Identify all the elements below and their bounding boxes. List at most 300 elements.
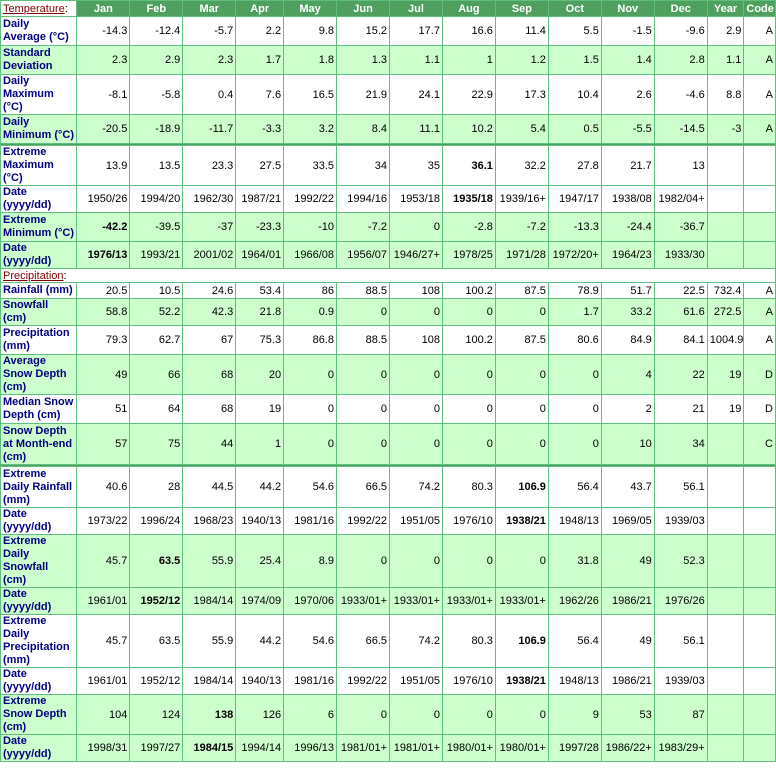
value-cell: 68 — [183, 355, 235, 394]
value-cell: 106.9 — [496, 615, 548, 667]
value-cell: 79.3 — [77, 326, 129, 354]
precipitation-heading-row — [1, 269, 775, 282]
value-cell: 61.6 — [655, 299, 707, 325]
value-cell: 20 — [236, 355, 283, 394]
value-cell: 1961/01 — [77, 588, 129, 614]
row-label: Extreme Minimum (°C) — [1, 213, 76, 241]
code-cell: C — [744, 424, 775, 464]
code-cell: A — [744, 75, 775, 114]
col-header-year: Year — [708, 1, 744, 16]
value-cell: 0 — [443, 424, 495, 464]
value-cell: 1983/29+ — [655, 735, 707, 761]
value-cell: 1950/26 — [77, 186, 129, 212]
value-cell: 1966/08 — [284, 242, 336, 268]
value-cell: 1981/16 — [284, 508, 336, 534]
value-cell: 1.3 — [337, 46, 389, 74]
value-cell: 1933/01+ — [390, 588, 442, 614]
value-cell: 51.7 — [602, 283, 654, 298]
value-cell: 0 — [443, 695, 495, 734]
value-cell: 49 — [602, 535, 654, 587]
value-cell: 1998/31 — [77, 735, 129, 761]
value-cell: 53 — [602, 695, 654, 734]
year-cell — [708, 535, 744, 587]
value-cell: 0 — [337, 695, 389, 734]
row-label: Date (yyyy/dd) — [1, 588, 76, 614]
value-cell: 1939/03 — [655, 508, 707, 534]
value-cell: 51 — [77, 395, 129, 423]
col-header-jul: Jul — [390, 1, 442, 16]
value-cell: 0 — [337, 424, 389, 464]
value-cell: 0 — [496, 424, 548, 464]
row-label: Extreme Daily Rainfall (mm) — [1, 467, 76, 507]
value-cell: 0 — [284, 424, 336, 464]
precipitation-row — [1, 283, 775, 298]
year-cell: 19 — [708, 395, 744, 423]
value-cell: 21.8 — [236, 299, 283, 325]
col-header-aug: Aug — [443, 1, 495, 16]
value-cell: -5.7 — [183, 17, 235, 45]
row-label: Rainfall (mm) — [1, 283, 76, 298]
value-cell: 74.2 — [390, 615, 442, 667]
value-cell: 34 — [337, 146, 389, 185]
col-header-may: May — [284, 1, 336, 16]
value-cell: 1987/21 — [236, 186, 283, 212]
row-label: Precipitation (mm) — [1, 326, 76, 354]
precipitation-section-label: Precipitation — [3, 269, 64, 282]
precipitation-row — [1, 467, 775, 507]
value-cell: 0 — [390, 355, 442, 394]
value-cell: 1996/24 — [130, 508, 182, 534]
value-cell: 1994/20 — [130, 186, 182, 212]
value-cell: 64 — [130, 395, 182, 423]
value-cell: 62.7 — [130, 326, 182, 354]
value-cell: 1.8 — [284, 46, 336, 74]
row-label: Snow Depth at Month-end (cm) — [1, 424, 76, 464]
precipitation-row — [1, 326, 775, 354]
value-cell: 44 — [183, 424, 235, 464]
value-cell: 84.9 — [602, 326, 654, 354]
value-cell: 104 — [77, 695, 129, 734]
value-cell: -4.6 — [655, 75, 707, 114]
precipitation-row — [1, 395, 775, 423]
year-cell: 8.8 — [708, 75, 744, 114]
value-cell: 44.2 — [236, 467, 283, 507]
value-cell: 22.5 — [655, 283, 707, 298]
value-cell: 53.4 — [236, 283, 283, 298]
value-cell: 11.1 — [390, 115, 442, 143]
year-cell — [708, 615, 744, 667]
value-cell: 63.5 — [130, 615, 182, 667]
row-label: Date (yyyy/dd) — [1, 242, 76, 268]
value-cell: 1970/06 — [284, 588, 336, 614]
col-header-apr: Apr — [236, 1, 283, 16]
value-cell: -2.8 — [443, 213, 495, 241]
value-cell: 66.5 — [337, 467, 389, 507]
precipitation-row — [1, 424, 775, 464]
value-cell: 21.9 — [337, 75, 389, 114]
value-cell: 80.3 — [443, 467, 495, 507]
temperature-row — [1, 146, 775, 185]
value-cell: 13.9 — [77, 146, 129, 185]
col-header-dec: Dec — [655, 1, 707, 16]
value-cell: -36.7 — [655, 213, 707, 241]
code-cell — [744, 508, 775, 534]
value-cell: 100.2 — [443, 326, 495, 354]
col-header-code: Code — [746, 2, 774, 15]
row-label: Average Snow Depth (cm) — [1, 355, 76, 394]
value-cell: 1933/01+ — [337, 588, 389, 614]
row-label: Date (yyyy/dd) — [1, 668, 76, 694]
value-cell: 21 — [655, 395, 707, 423]
row-label: Standard Deviation — [1, 46, 76, 74]
value-cell: 1 — [236, 424, 283, 464]
value-cell: 87.5 — [496, 326, 548, 354]
value-cell: 22 — [655, 355, 707, 394]
value-cell: -23.3 — [236, 213, 283, 241]
value-cell: 56.1 — [655, 615, 707, 667]
value-cell: 1952/12 — [130, 668, 182, 694]
value-cell: 0 — [390, 535, 442, 587]
value-cell: 1933/01+ — [443, 588, 495, 614]
year-cell — [708, 668, 744, 694]
code-cell — [744, 535, 775, 587]
value-cell: 2001/02 — [183, 242, 235, 268]
value-cell: 1951/05 — [390, 668, 442, 694]
temperature-row — [1, 46, 775, 74]
year-cell — [708, 735, 744, 761]
value-cell: 74.2 — [390, 467, 442, 507]
code-cell — [744, 735, 775, 761]
value-cell: 1938/21 — [496, 668, 548, 694]
value-cell: 1962/26 — [549, 588, 601, 614]
value-cell: 1951/05 — [390, 508, 442, 534]
year-cell: 272.5 — [708, 299, 744, 325]
value-cell: 66.5 — [337, 615, 389, 667]
value-cell: 1956/07 — [337, 242, 389, 268]
value-cell: 0.9 — [284, 299, 336, 325]
value-cell: -39.5 — [130, 213, 182, 241]
value-cell: 1940/13 — [236, 508, 283, 534]
year-cell: 1.1 — [708, 46, 744, 74]
value-cell: -20.5 — [77, 115, 129, 143]
value-cell: 0 — [390, 395, 442, 423]
value-cell: 2 — [602, 395, 654, 423]
value-cell: 1.5 — [549, 46, 601, 74]
precipitation-section — [1, 283, 775, 761]
code-cell: A — [744, 17, 775, 45]
value-cell: 1.7 — [549, 299, 601, 325]
code-cell — [744, 588, 775, 614]
value-cell: 84.1 — [655, 326, 707, 354]
value-cell: 33.5 — [284, 146, 336, 185]
value-cell: 9.8 — [284, 17, 336, 45]
code-cell: A — [744, 46, 775, 74]
precipitation-row — [1, 355, 775, 394]
value-cell: -14.5 — [655, 115, 707, 143]
code-cell: A — [744, 115, 775, 143]
temperature-row — [1, 186, 775, 212]
value-cell: 2.8 — [655, 46, 707, 74]
value-cell: 67 — [183, 326, 235, 354]
value-cell: 100.2 — [443, 283, 495, 298]
value-cell: 0 — [549, 395, 601, 423]
value-cell: 88.5 — [337, 326, 389, 354]
year-cell: 1004.9 — [708, 326, 744, 354]
value-cell: 49 — [602, 615, 654, 667]
value-cell: 0 — [284, 395, 336, 423]
col-header-jun: Jun — [337, 1, 389, 16]
value-cell: 1953/18 — [390, 186, 442, 212]
precipitation-row — [1, 735, 775, 761]
temperature-row — [1, 242, 775, 268]
precipitation-row — [1, 588, 775, 614]
value-cell: 1971/28 — [496, 242, 548, 268]
value-cell: 44.5 — [183, 467, 235, 507]
value-cell: 1933/01+ — [496, 588, 548, 614]
value-cell: 17.3 — [496, 75, 548, 114]
code-cell — [744, 695, 775, 734]
value-cell: 2.9 — [130, 46, 182, 74]
value-cell: 1976/26 — [655, 588, 707, 614]
value-cell: 45.7 — [77, 615, 129, 667]
precipitation-row — [1, 508, 775, 534]
year-cell — [708, 588, 744, 614]
row-label: Extreme Maximum (°C) — [1, 146, 76, 185]
code-cell — [744, 615, 775, 667]
year-cell — [708, 467, 744, 507]
value-cell: 1997/28 — [549, 735, 601, 761]
heading-colon: : — [63, 269, 67, 282]
code-cell — [744, 242, 775, 268]
value-cell: 52.2 — [130, 299, 182, 325]
value-cell: 1964/23 — [602, 242, 654, 268]
year-cell — [708, 186, 744, 212]
value-cell: 2.3 — [77, 46, 129, 74]
value-cell: 1961/01 — [77, 668, 129, 694]
value-cell: 0 — [337, 299, 389, 325]
value-cell: 0 — [496, 535, 548, 587]
value-cell: 0 — [443, 355, 495, 394]
value-cell: 1969/05 — [602, 508, 654, 534]
value-cell: 1984/14 — [183, 668, 235, 694]
value-cell: 33.2 — [602, 299, 654, 325]
temperature-section — [1, 17, 775, 268]
separator-cell — [1, 144, 775, 145]
value-cell: 0 — [390, 424, 442, 464]
value-cell: 1986/21 — [602, 668, 654, 694]
value-cell: 27.5 — [236, 146, 283, 185]
value-cell: 68 — [183, 395, 235, 423]
code-cell: D — [744, 355, 775, 394]
value-cell: 34 — [655, 424, 707, 464]
value-cell: 86 — [284, 283, 336, 298]
value-cell: 54.6 — [284, 467, 336, 507]
row-label: Daily Average (°C) — [1, 17, 76, 45]
code-cell: A — [744, 283, 775, 298]
value-cell: 0 — [496, 299, 548, 325]
value-cell: 56.1 — [655, 467, 707, 507]
value-cell: -1.5 — [602, 17, 654, 45]
value-cell: 1994/16 — [337, 186, 389, 212]
value-cell: 86.8 — [284, 326, 336, 354]
value-cell: 1946/27+ — [390, 242, 442, 268]
value-cell: 0 — [390, 695, 442, 734]
value-cell: 1993/21 — [130, 242, 182, 268]
row-label: Date (yyyy/dd) — [1, 508, 76, 534]
value-cell: 45.7 — [77, 535, 129, 587]
temperature-row — [1, 17, 775, 45]
value-cell: 108 — [390, 283, 442, 298]
temperature-row — [1, 75, 775, 114]
row-label: Median Snow Depth (cm) — [1, 395, 76, 423]
value-cell: 32.2 — [496, 146, 548, 185]
temperature-section-label: Temperature — [3, 2, 65, 15]
value-cell: 78.9 — [549, 283, 601, 298]
value-cell: 63.5 — [130, 535, 182, 587]
row-label: Extreme Daily Precipitation (mm) — [1, 615, 76, 667]
value-cell: 54.6 — [284, 615, 336, 667]
value-cell: 1938/08 — [602, 186, 654, 212]
value-cell: 35 — [390, 146, 442, 185]
value-cell: 126 — [236, 695, 283, 734]
value-cell: 10 — [602, 424, 654, 464]
value-cell: 0 — [443, 395, 495, 423]
value-cell: 1984/15 — [183, 735, 235, 761]
col-header-jan: Jan — [77, 1, 129, 16]
value-cell: 1935/18 — [443, 186, 495, 212]
value-cell: 1996/13 — [284, 735, 336, 761]
value-cell: 7.6 — [236, 75, 283, 114]
precipitation-heading-section — [1, 269, 775, 282]
value-cell: 27.8 — [549, 146, 601, 185]
value-cell: 20.5 — [77, 283, 129, 298]
temperature-section-heading — [1, 1, 76, 16]
value-cell: 1939/16+ — [496, 186, 548, 212]
value-cell: 1982/04+ — [655, 186, 707, 212]
precipitation-section-heading — [1, 269, 775, 282]
value-cell: -7.2 — [337, 213, 389, 241]
value-cell: 0 — [443, 535, 495, 587]
precipitation-row — [1, 299, 775, 325]
value-cell: 1981/16 — [284, 668, 336, 694]
code-cell — [744, 467, 775, 507]
value-cell: 6 — [284, 695, 336, 734]
header-row — [1, 1, 775, 16]
value-cell: 1976/13 — [77, 242, 129, 268]
value-cell: 56.4 — [549, 467, 601, 507]
year-cell: -3 — [708, 115, 744, 143]
value-cell: 1976/10 — [443, 508, 495, 534]
value-cell: 1976/10 — [443, 668, 495, 694]
code-cell: A — [744, 326, 775, 354]
value-cell: 66 — [130, 355, 182, 394]
value-cell: 1997/27 — [130, 735, 182, 761]
value-cell: -10 — [284, 213, 336, 241]
value-cell: 1947/17 — [549, 186, 601, 212]
value-cell: -42.2 — [77, 213, 129, 241]
value-cell: 108 — [390, 326, 442, 354]
col-header-nov: Nov — [602, 1, 654, 16]
value-cell: 1984/14 — [183, 588, 235, 614]
code-cell — [744, 186, 775, 212]
value-cell: 0 — [390, 299, 442, 325]
value-cell: 0 — [390, 213, 442, 241]
row-label: Date (yyyy/dd) — [1, 186, 76, 212]
value-cell: 58.8 — [77, 299, 129, 325]
value-cell: 138 — [183, 695, 235, 734]
value-cell: 0 — [549, 355, 601, 394]
value-cell: 1994/14 — [236, 735, 283, 761]
value-cell: 10.4 — [549, 75, 601, 114]
value-cell: 1974/09 — [236, 588, 283, 614]
value-cell: 31.8 — [549, 535, 601, 587]
value-cell: 1981/01+ — [390, 735, 442, 761]
value-cell: 0 — [337, 355, 389, 394]
value-cell: -37 — [183, 213, 235, 241]
value-cell: 0.5 — [549, 115, 601, 143]
value-cell: 49 — [77, 355, 129, 394]
value-cell: 13.5 — [130, 146, 182, 185]
row-separator — [1, 465, 775, 466]
value-cell: 1.4 — [602, 46, 654, 74]
value-cell: -11.7 — [183, 115, 235, 143]
year-cell: 732.4 — [708, 283, 744, 298]
precipitation-row — [1, 535, 775, 587]
value-cell: 87.5 — [496, 283, 548, 298]
value-cell: 15.2 — [337, 17, 389, 45]
year-cell — [708, 424, 744, 464]
value-cell: 1981/01+ — [337, 735, 389, 761]
year-cell — [708, 695, 744, 734]
precipitation-row — [1, 695, 775, 734]
value-cell: 1952/12 — [130, 588, 182, 614]
value-cell: 1940/13 — [236, 668, 283, 694]
value-cell: 44.2 — [236, 615, 283, 667]
value-cell: 2.6 — [602, 75, 654, 114]
value-cell: 80.6 — [549, 326, 601, 354]
value-cell: 10.2 — [443, 115, 495, 143]
value-cell: 16.5 — [284, 75, 336, 114]
value-cell: 1962/30 — [183, 186, 235, 212]
code-cell — [744, 146, 775, 185]
value-cell: -9.6 — [655, 17, 707, 45]
value-cell: 1978/25 — [443, 242, 495, 268]
value-cell: -8.1 — [77, 75, 129, 114]
value-cell: 1948/13 — [549, 668, 601, 694]
value-cell: 1938/21 — [496, 508, 548, 534]
value-cell: 42.3 — [183, 299, 235, 325]
code-cell — [744, 213, 775, 241]
value-cell: 1.2 — [496, 46, 548, 74]
value-cell: 0 — [337, 395, 389, 423]
value-cell: 24.6 — [183, 283, 235, 298]
precipitation-row — [1, 615, 775, 667]
year-cell — [708, 213, 744, 241]
value-cell: 1933/30 — [655, 242, 707, 268]
value-cell: 3.2 — [284, 115, 336, 143]
temperature-row — [1, 213, 775, 241]
value-cell: 0 — [337, 535, 389, 587]
year-cell — [708, 242, 744, 268]
value-cell: 8.4 — [337, 115, 389, 143]
col-header-oct: Oct — [549, 1, 601, 16]
year-cell — [708, 508, 744, 534]
code-cell: D — [744, 395, 775, 423]
row-label: Snowfall (cm) — [1, 299, 76, 325]
value-cell: 1992/22 — [337, 508, 389, 534]
value-cell: 0 — [549, 424, 601, 464]
value-cell: 0 — [496, 695, 548, 734]
